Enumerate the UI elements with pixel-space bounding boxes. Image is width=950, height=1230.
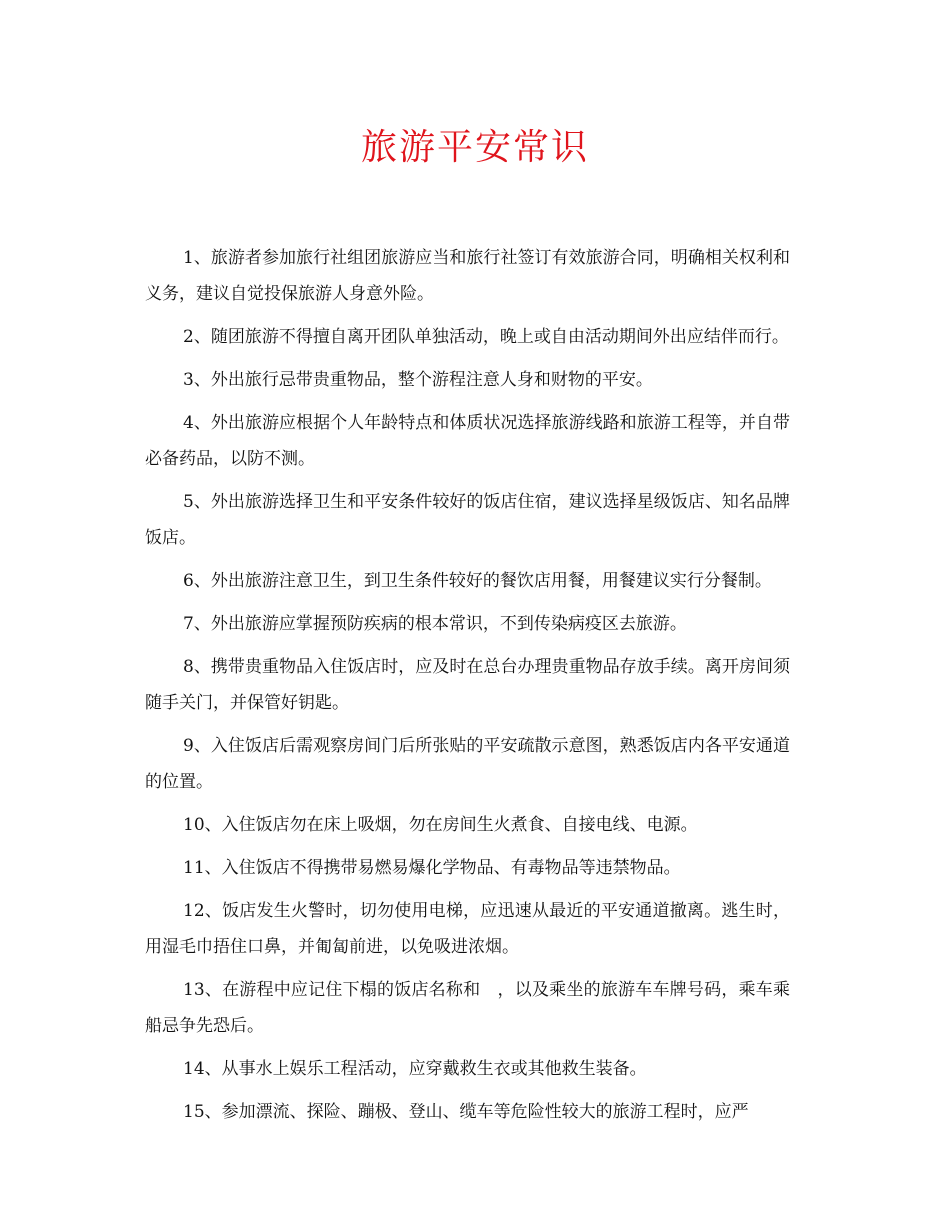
paragraph-6: 6、外出旅游注意卫生，到卫生条件较好的餐饮店用餐，用餐建议实行分餐制。 <box>183 571 772 591</box>
paragraph-15: 15、参加漂流、探险、蹦极、登山、缆车等危险性较大的旅游工程时，应严 <box>183 1102 749 1122</box>
paragraph-5: 5、外出旅游选择卫生和平安条件较好的饭店住宿，建议选择星级饭店、知名品牌饭店。 <box>145 492 790 548</box>
paragraph-12: 12、饭店发生火警时，切勿使用电梯，应迅速从最近的平安通道撤离。逃生时，用湿毛巾捂住口鼻，并匍匐前进，以免吸进浓烟。 <box>145 901 790 957</box>
paragraph-4: 4、外出旅游应根据个人年龄特点和体质状况选择旅游线路和旅游工程等，并自带必备药品，以防不测。 <box>145 413 790 469</box>
paragraph-1: 1、旅游者参加旅行社组团旅游应当和旅行社签订有效旅游合同，明确相关权利和义务，建议自觉投保旅游人身意外险。 <box>145 248 790 304</box>
paragraph-8: 8、携带贵重物品入住饭店时，应及时在总台办理贵重物品存放手续。离开房间须随手关门，并保管好钥匙。 <box>145 657 790 713</box>
paragraph-13: 13、在游程中应记住下榻的饭店名称和 ，以及乘坐的旅游车车牌号码，乘车乘船忌争先恐后。 <box>145 980 790 1036</box>
paragraph-11: 11、入住饭店不得携带易燃易爆化学物品、有毒物品等违禁物品。 <box>183 858 681 878</box>
paragraph-3: 3、外出旅行忌带贵重物品，整个游程注意人身和财物的平安。 <box>183 370 653 390</box>
paragraph-9: 9、入住饭店后需观察房间门后所张贴的平安疏散示意图，熟悉饭店内各平安通道的位置。 <box>145 736 790 792</box>
document-title: 旅游平安常识 <box>360 127 589 168</box>
paragraph-14: 14、从事水上娱乐工程活动，应穿戴救生衣或其他救生装备。 <box>183 1059 647 1079</box>
document-body <box>145 240 790 1137</box>
paragraph-10: 10、入住饭店勿在床上吸烟，勿在房间生火煮食、自接电线、电源。 <box>183 815 698 835</box>
paragraph-7: 7、外出旅游应掌握预防疾病的根本常识，不到传染病疫区去旅游。 <box>183 614 687 634</box>
paragraph-2: 2、随团旅游不得擅自离开团队单独活动，晚上或自由活动期间外出应结伴而行。 <box>183 327 789 347</box>
